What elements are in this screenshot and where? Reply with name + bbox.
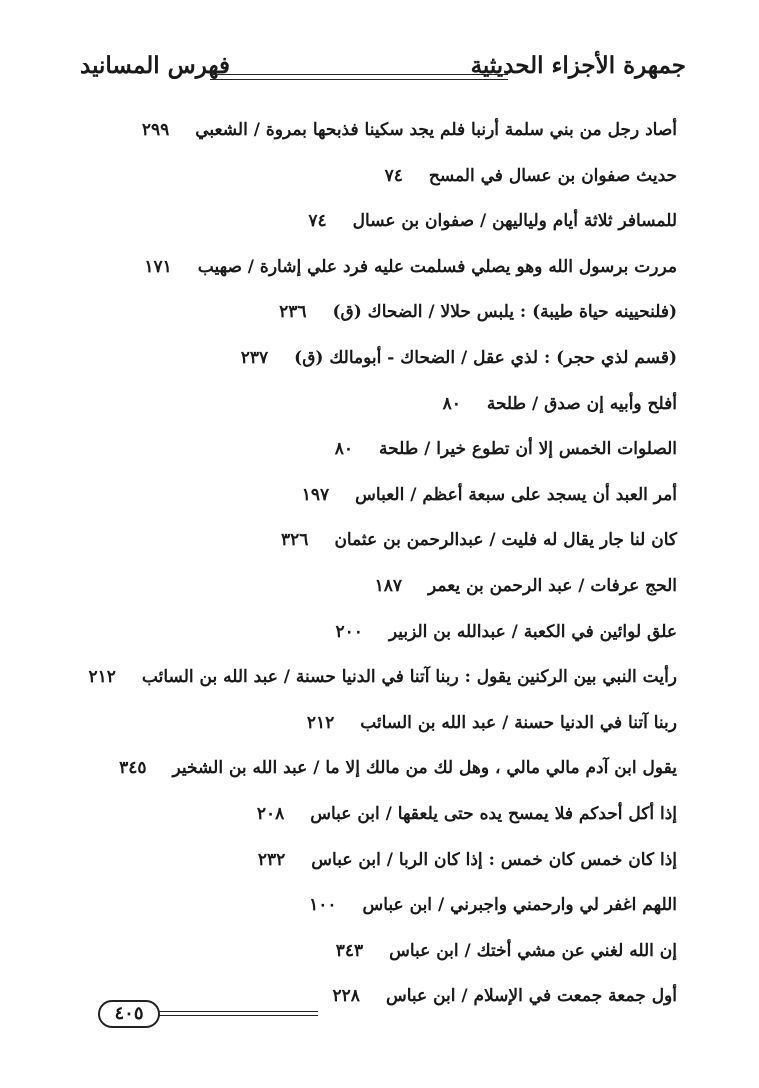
entry-page-number: ١٩٧: [301, 484, 330, 505]
entry-page-number: ٢٢٨: [332, 986, 360, 1007]
index-entry: [77, 386, 677, 432]
footer-double-rule: [148, 1011, 318, 1016]
entry-text: الحج عرفات / عبد الرحمن بن يعمر: [428, 575, 677, 596]
entry-text: ربنا آتنا في الدنيا حسنة / عبد الله بن السائب: [360, 712, 677, 733]
entry-text: (فلنحيينه حياة طيبة) : يلبس حلالا / الضحاك (ق): [332, 302, 677, 323]
entry-text: للمسافر ثلاثة أيام ولياليهن / صفوان بن عسال: [352, 211, 677, 232]
entry-text: أول جمعة جمعت في الإسلام / ابن عباس: [385, 986, 677, 1007]
entry-text: كان لنا جار يقال له فليت / عبدالرحمن بن عثمان: [334, 530, 677, 551]
entry-text: رأيت النبي بين الركنين يقول : ربنا آتنا في الدنيا حسنة / عبد الله بن السائب: [141, 667, 677, 688]
index-entry: [77, 842, 677, 888]
index-entry: [77, 158, 677, 204]
entry-text: حديث صفوان بن عسال في المسح: [428, 165, 677, 186]
entry-text: أفلح وأبيه إن صدق / طلحة: [486, 393, 677, 414]
entry-text: اللهم اغفر لي وارحمني واجبرني / ابن عباس: [362, 895, 677, 916]
index-entry: [77, 933, 677, 979]
index-entry: [77, 294, 677, 340]
entry-page-number: ١٨٧: [374, 575, 403, 596]
index-entry: [77, 796, 677, 842]
index-entry: [77, 340, 677, 386]
entry-text: (قسم لذي حجر) : لذي عقل / الضحاك - أبومالك (ق): [294, 347, 677, 368]
entry-page-number: ٨٠: [334, 439, 353, 460]
entry-page-number: ٢١٢: [306, 712, 335, 733]
entry-page-number: ٢٠٨: [256, 803, 285, 824]
entry-page-number: ٣٤٥: [119, 758, 147, 779]
entry-page-number: ٢٣٦: [279, 302, 307, 323]
entry-page-number: ٢٠٠: [335, 621, 363, 642]
book-title: جمهرة الأجزاء الحديثية: [470, 52, 686, 79]
entry-page-number: ١٠٠: [309, 895, 337, 916]
entry-text: الصلوات الخمس إلا أن تطوع خيرا / طلحة: [378, 439, 677, 460]
entry-text: علق لوائين في الكعبة / عبدالله بن الزبير: [388, 621, 677, 642]
index-entry: [77, 750, 677, 796]
index-entry: [77, 887, 677, 933]
entry-text: أمر العبد أن يسجد على سبعة أعظم / العباس: [355, 484, 677, 505]
index-entry: [77, 659, 677, 705]
index-entry: [77, 568, 677, 614]
entry-page-number: ١٧١: [144, 256, 172, 277]
entry-page-number: ٧٤: [308, 211, 327, 232]
index-entry: [77, 249, 677, 295]
entry-text: أصاد رجل من بني سلمة أرنبا فلم يجد سكينا فذبحها بمروة / الشعبي: [195, 120, 677, 140]
entry-page-number: ٣٤٣: [335, 940, 364, 961]
header-double-rule: [210, 74, 508, 80]
entry-text: إذا أكل أحدكم فلا يمسح يده حتى يلعقها / ابن عباس: [310, 803, 677, 824]
entry-page-number: ٧٤: [384, 165, 403, 186]
entry-text: مررت برسول الله وهو يصلي فسلمت عليه فرد علي إشارة / صهيب: [197, 256, 677, 277]
index-entry: [77, 203, 677, 249]
entry-page-number: ٢٣٢: [257, 849, 286, 870]
index-entry: [77, 112, 677, 158]
index-entry: [77, 705, 677, 751]
index-entry: [77, 431, 677, 477]
entry-page-number: ٨٠: [442, 393, 461, 414]
entry-text: إن الله لغني عن مشي أختك / ابن عباس: [389, 940, 677, 961]
entry-page-number: ٢١٢: [88, 667, 116, 688]
entry-text: يقول ابن آدم مالي مالي ، وهل لك من مالك إلا ما / عبد الله بن الشخير: [172, 758, 677, 779]
page-footer: [88, 1000, 318, 1030]
index-entry: [77, 522, 677, 568]
running-header: [80, 52, 686, 92]
entry-text: إذا كان خمس كان خمس : إذا كان الربا / ابن عباس: [311, 849, 677, 870]
entry-page-number: ٢٣٧: [240, 347, 269, 368]
entry-page-number: ٣٢٦: [281, 530, 309, 551]
entry-page-number: ٢٩٩: [141, 120, 170, 140]
index-entry: [77, 614, 677, 660]
page-number-badge: ٤٠٥: [98, 1000, 160, 1028]
index-entries: [77, 112, 677, 1024]
section-title: فهرس المسانيد: [80, 52, 231, 79]
index-entry: [77, 477, 677, 523]
